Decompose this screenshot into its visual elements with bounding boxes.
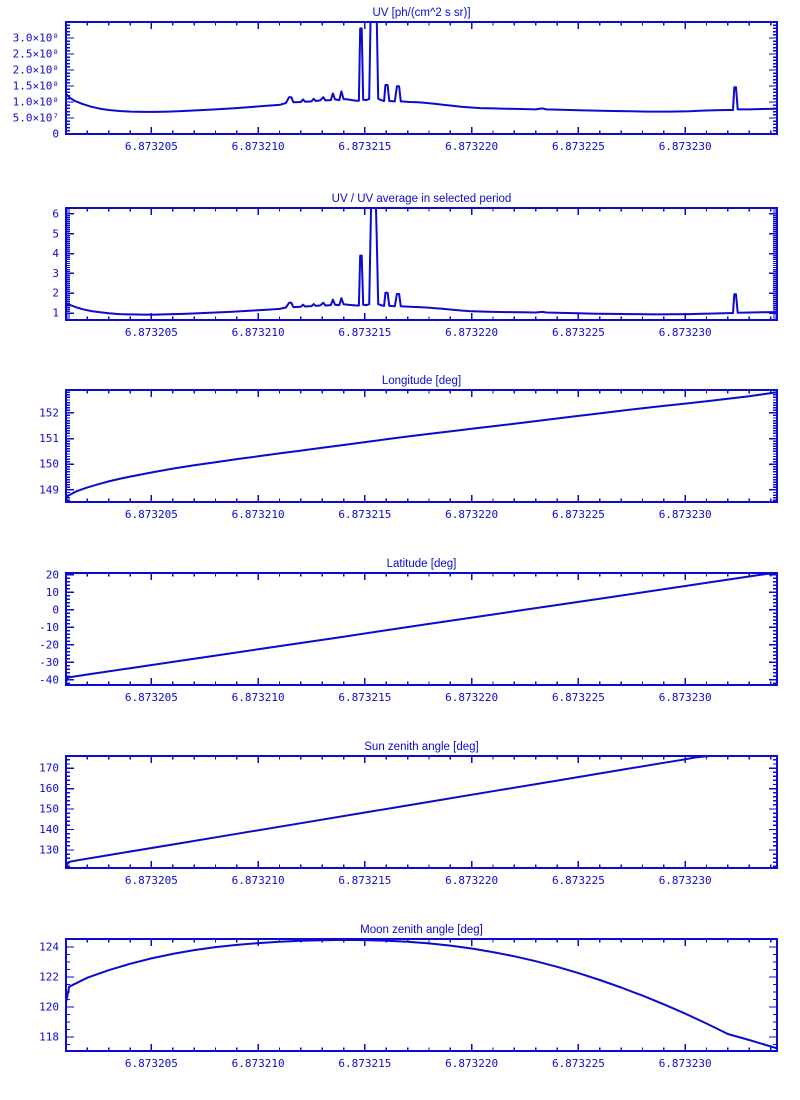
- chart-panel-uv: [13, 0, 777, 153]
- x-tick-label: 6.873225: [551, 691, 605, 704]
- x-axis-ticks: [66, 939, 771, 1051]
- x-tick-label: 6.873215: [338, 1057, 392, 1070]
- x-tick-label: 6.873220: [445, 874, 499, 887]
- data-series-line: [66, 194, 777, 315]
- y-tick-label: -20: [39, 638, 59, 652]
- axis-frame: [66, 208, 777, 320]
- x-tick-label: 6.873210: [231, 326, 285, 339]
- x-tick-label: 6.873215: [338, 326, 392, 339]
- y-tick-label: 2: [52, 286, 59, 300]
- axis-frame: [66, 22, 777, 134]
- y-tick-label: 3: [52, 266, 59, 280]
- y-tick-labels: [39, 762, 59, 857]
- y-axis-ticks: [66, 208, 777, 319]
- y-tick-labels: [13, 32, 59, 141]
- y-tick-label: 1.5×10⁸: [12, 79, 59, 93]
- x-tick-label: 6.873220: [445, 691, 499, 704]
- y-tick-label: 149: [39, 483, 59, 497]
- y-tick-label: 1: [52, 306, 59, 320]
- y-tick-label: 0: [52, 127, 59, 141]
- x-tick-label: 6.873205: [124, 326, 178, 339]
- y-tick-label: -30: [39, 655, 59, 669]
- y-tick-label: 3.0×10⁸: [12, 31, 59, 45]
- y-tick-label: -40: [39, 673, 59, 687]
- x-tick-labels: [125, 691, 712, 704]
- chart-panel-sun-zenith: [39, 741, 777, 887]
- x-tick-label: 6.873225: [551, 508, 605, 521]
- y-tick-label: 5: [52, 227, 59, 241]
- data-series-line: [66, 940, 777, 1048]
- y-tick-label: 6: [52, 207, 59, 221]
- x-tick-label: 6.873230: [658, 691, 712, 704]
- y-tick-label: 151: [39, 432, 59, 446]
- y-axis-ticks: [66, 392, 777, 500]
- data-series-line: [66, 573, 777, 683]
- x-tick-label: 6.873220: [445, 1057, 499, 1070]
- y-tick-labels: [39, 406, 59, 496]
- x-axis-ticks: [66, 756, 771, 868]
- x-tick-label: 6.873205: [124, 1057, 178, 1070]
- y-tick-label: 4: [52, 247, 59, 261]
- x-tick-label: 6.873210: [231, 874, 285, 887]
- x-tick-label: 6.873230: [658, 326, 712, 339]
- y-axis-ticks: [66, 939, 777, 1044]
- x-tick-label: 6.873225: [551, 140, 605, 153]
- y-tick-label: 118: [39, 1030, 59, 1044]
- x-tick-label: 6.873215: [338, 691, 392, 704]
- x-tick-label: 6.873230: [658, 874, 712, 887]
- data-series-line: [66, 755, 777, 866]
- x-tick-label: 6.873205: [124, 508, 178, 521]
- x-tick-label: 6.873225: [551, 874, 605, 887]
- x-tick-label: 6.873215: [338, 140, 392, 153]
- chart-title: Sun zenith angle [deg]: [364, 741, 479, 753]
- chart-panel-uv-ratio: [52, 193, 777, 339]
- y-tick-labels: [39, 568, 59, 686]
- chart-panel-longitude: [39, 375, 777, 521]
- x-tick-label: 6.873220: [445, 326, 499, 339]
- y-tick-label: 120: [39, 1000, 59, 1014]
- chart-title: UV / UV average in selected period: [331, 193, 512, 205]
- x-tick-labels: [125, 874, 712, 887]
- x-tick-labels: [125, 326, 712, 339]
- x-tick-label: 6.873215: [338, 508, 392, 521]
- chart-title: UV [ph/(cm^2 s sr)]: [372, 7, 471, 19]
- x-axis-ticks: [66, 208, 771, 320]
- y-tick-label: 20: [45, 568, 59, 582]
- chart-panel-latitude: [39, 558, 777, 704]
- x-tick-label: 6.873220: [445, 140, 499, 153]
- y-axis-ticks: [66, 760, 777, 866]
- x-tick-label: 6.873210: [231, 140, 285, 153]
- y-tick-labels: [52, 207, 59, 319]
- x-tick-label: 6.873205: [124, 874, 178, 887]
- x-tick-label: 6.873225: [551, 1057, 605, 1070]
- chart-title: Longitude [deg]: [381, 375, 462, 387]
- y-tick-label: 0: [52, 603, 59, 617]
- x-tick-label: 6.873210: [231, 508, 285, 521]
- x-tick-label: 6.873220: [445, 508, 499, 521]
- x-axis-ticks: [66, 390, 771, 502]
- chart-panel-moon-zenith: [39, 924, 777, 1070]
- axis-frame: [66, 756, 777, 868]
- y-tick-label: 170: [39, 761, 59, 775]
- y-tick-label: 160: [39, 782, 59, 796]
- x-tick-label: 6.873210: [231, 691, 285, 704]
- x-tick-labels: [125, 1057, 712, 1070]
- y-axis-ticks: [66, 575, 777, 684]
- y-tick-label: 150: [39, 457, 59, 471]
- y-tick-label: 150: [39, 802, 59, 816]
- y-tick-label: 2.5×10⁸: [12, 47, 59, 61]
- y-tick-label: 2.0×10⁸: [12, 63, 59, 77]
- x-tick-label: 6.873205: [124, 691, 178, 704]
- y-tick-label: 130: [39, 843, 59, 857]
- x-tick-label: 6.873205: [124, 140, 178, 153]
- y-tick-label: 122: [39, 970, 59, 984]
- chart-title: Latitude [deg]: [386, 558, 457, 570]
- y-tick-label: 140: [39, 823, 59, 837]
- y-tick-label: 10: [45, 585, 59, 599]
- x-axis-ticks: [66, 22, 771, 134]
- x-tick-labels: [125, 140, 712, 153]
- x-tick-label: 6.873225: [551, 326, 605, 339]
- x-tick-label: 6.873230: [658, 1057, 712, 1070]
- y-axis-ticks: [66, 22, 777, 134]
- y-tick-label: 152: [39, 406, 59, 420]
- x-tick-label: 6.873230: [658, 508, 712, 521]
- y-tick-label: 1.0×10⁸: [12, 95, 59, 109]
- x-tick-label: 6.873210: [231, 1057, 285, 1070]
- data-series-line: [66, 392, 777, 499]
- axis-frame: [66, 390, 777, 502]
- x-tick-label: 6.873230: [658, 140, 712, 153]
- chart-title: Moon zenith angle [deg]: [360, 924, 483, 936]
- axis-frame: [66, 573, 777, 685]
- y-tick-label: 124: [39, 940, 59, 954]
- y-tick-label: -10: [39, 620, 59, 634]
- x-tick-labels: [125, 508, 712, 521]
- axis-frame: [66, 939, 777, 1051]
- x-tick-label: 6.873215: [338, 874, 392, 887]
- y-tick-label: 5.0×10⁷: [12, 111, 59, 125]
- y-tick-labels: [39, 940, 59, 1043]
